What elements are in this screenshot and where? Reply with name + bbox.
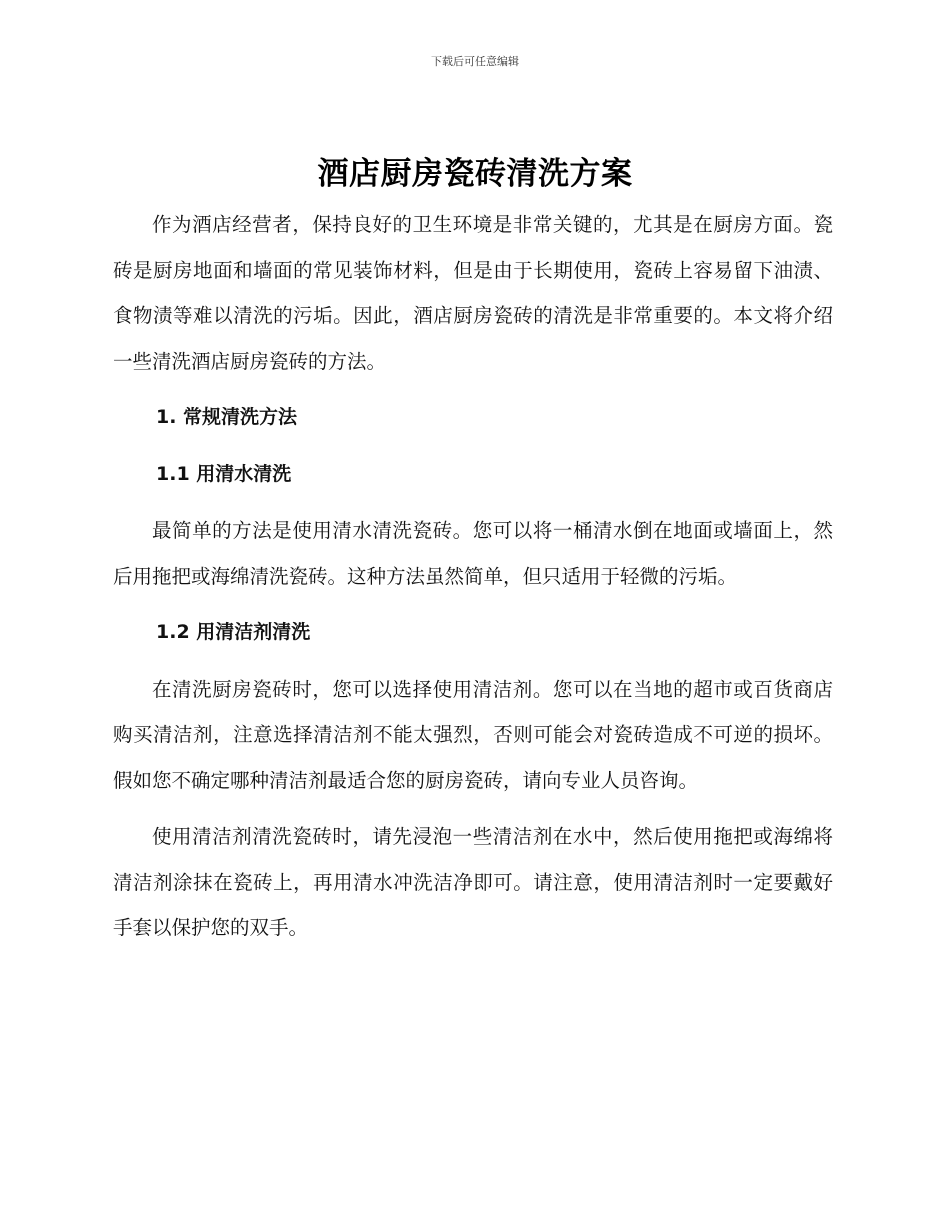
section-1-heading: 1. 常规清洗方法 <box>156 406 298 428</box>
document-title: 酒店厨房瓷砖清洗方案 <box>317 156 633 192</box>
section-1-2-heading: 1.2 用清洁剂清洗 <box>156 621 311 643</box>
section-1-1-paragraph: 最简单的方法是使用清水清洗瓷砖。您可以将一桶清水倒在地面或墙面上，然后用拖把或海绵清洗瓷砖。这种方法虽然简单，但只适用于轻微的污垢。 <box>113 519 833 588</box>
section-1-2-paragraph-2: 使用清洁剂清洗瓷砖时，请先浸泡一些清洁剂在水中，然后使用拖把或海绵将清洁剂涂抹在瓷砖上，再用清水冲洗洁净即可。请注意，使用清洁剂时一定要戴好手套以保护您的双手。 <box>113 825 833 939</box>
intro-paragraph: 作为酒店经营者，保持良好的卫生环境是非常关键的，尤其是在厨房方面。瓷砖是厨房地面和墙面的常见装饰材料，但是由于长期使用，瓷砖上容易留下油渍、食物渍等难以清洗的污垢。因此，酒店厨房瓷砖的清洗是非常重要的。本文将介绍一些清洗酒店厨房瓷砖的方法。 <box>113 213 833 373</box>
document-body <box>113 202 833 951</box>
section-1-2-paragraph-1: 在清洗厨房瓷砖时，您可以选择使用清洁剂。您可以在当地的超市或百货商店购买清洁剂，注意选择清洁剂不能太强烈，否则可能会对瓷砖造成不可逆的损坏。假如您不确定哪种清洁剂最适合您的厨房瓷砖，请向专业人员咨询。 <box>113 677 833 792</box>
section-1-1-heading: 1.1 用清水清洗 <box>156 462 292 485</box>
page-header-note: 下载后可任意编辑 <box>431 55 519 68</box>
